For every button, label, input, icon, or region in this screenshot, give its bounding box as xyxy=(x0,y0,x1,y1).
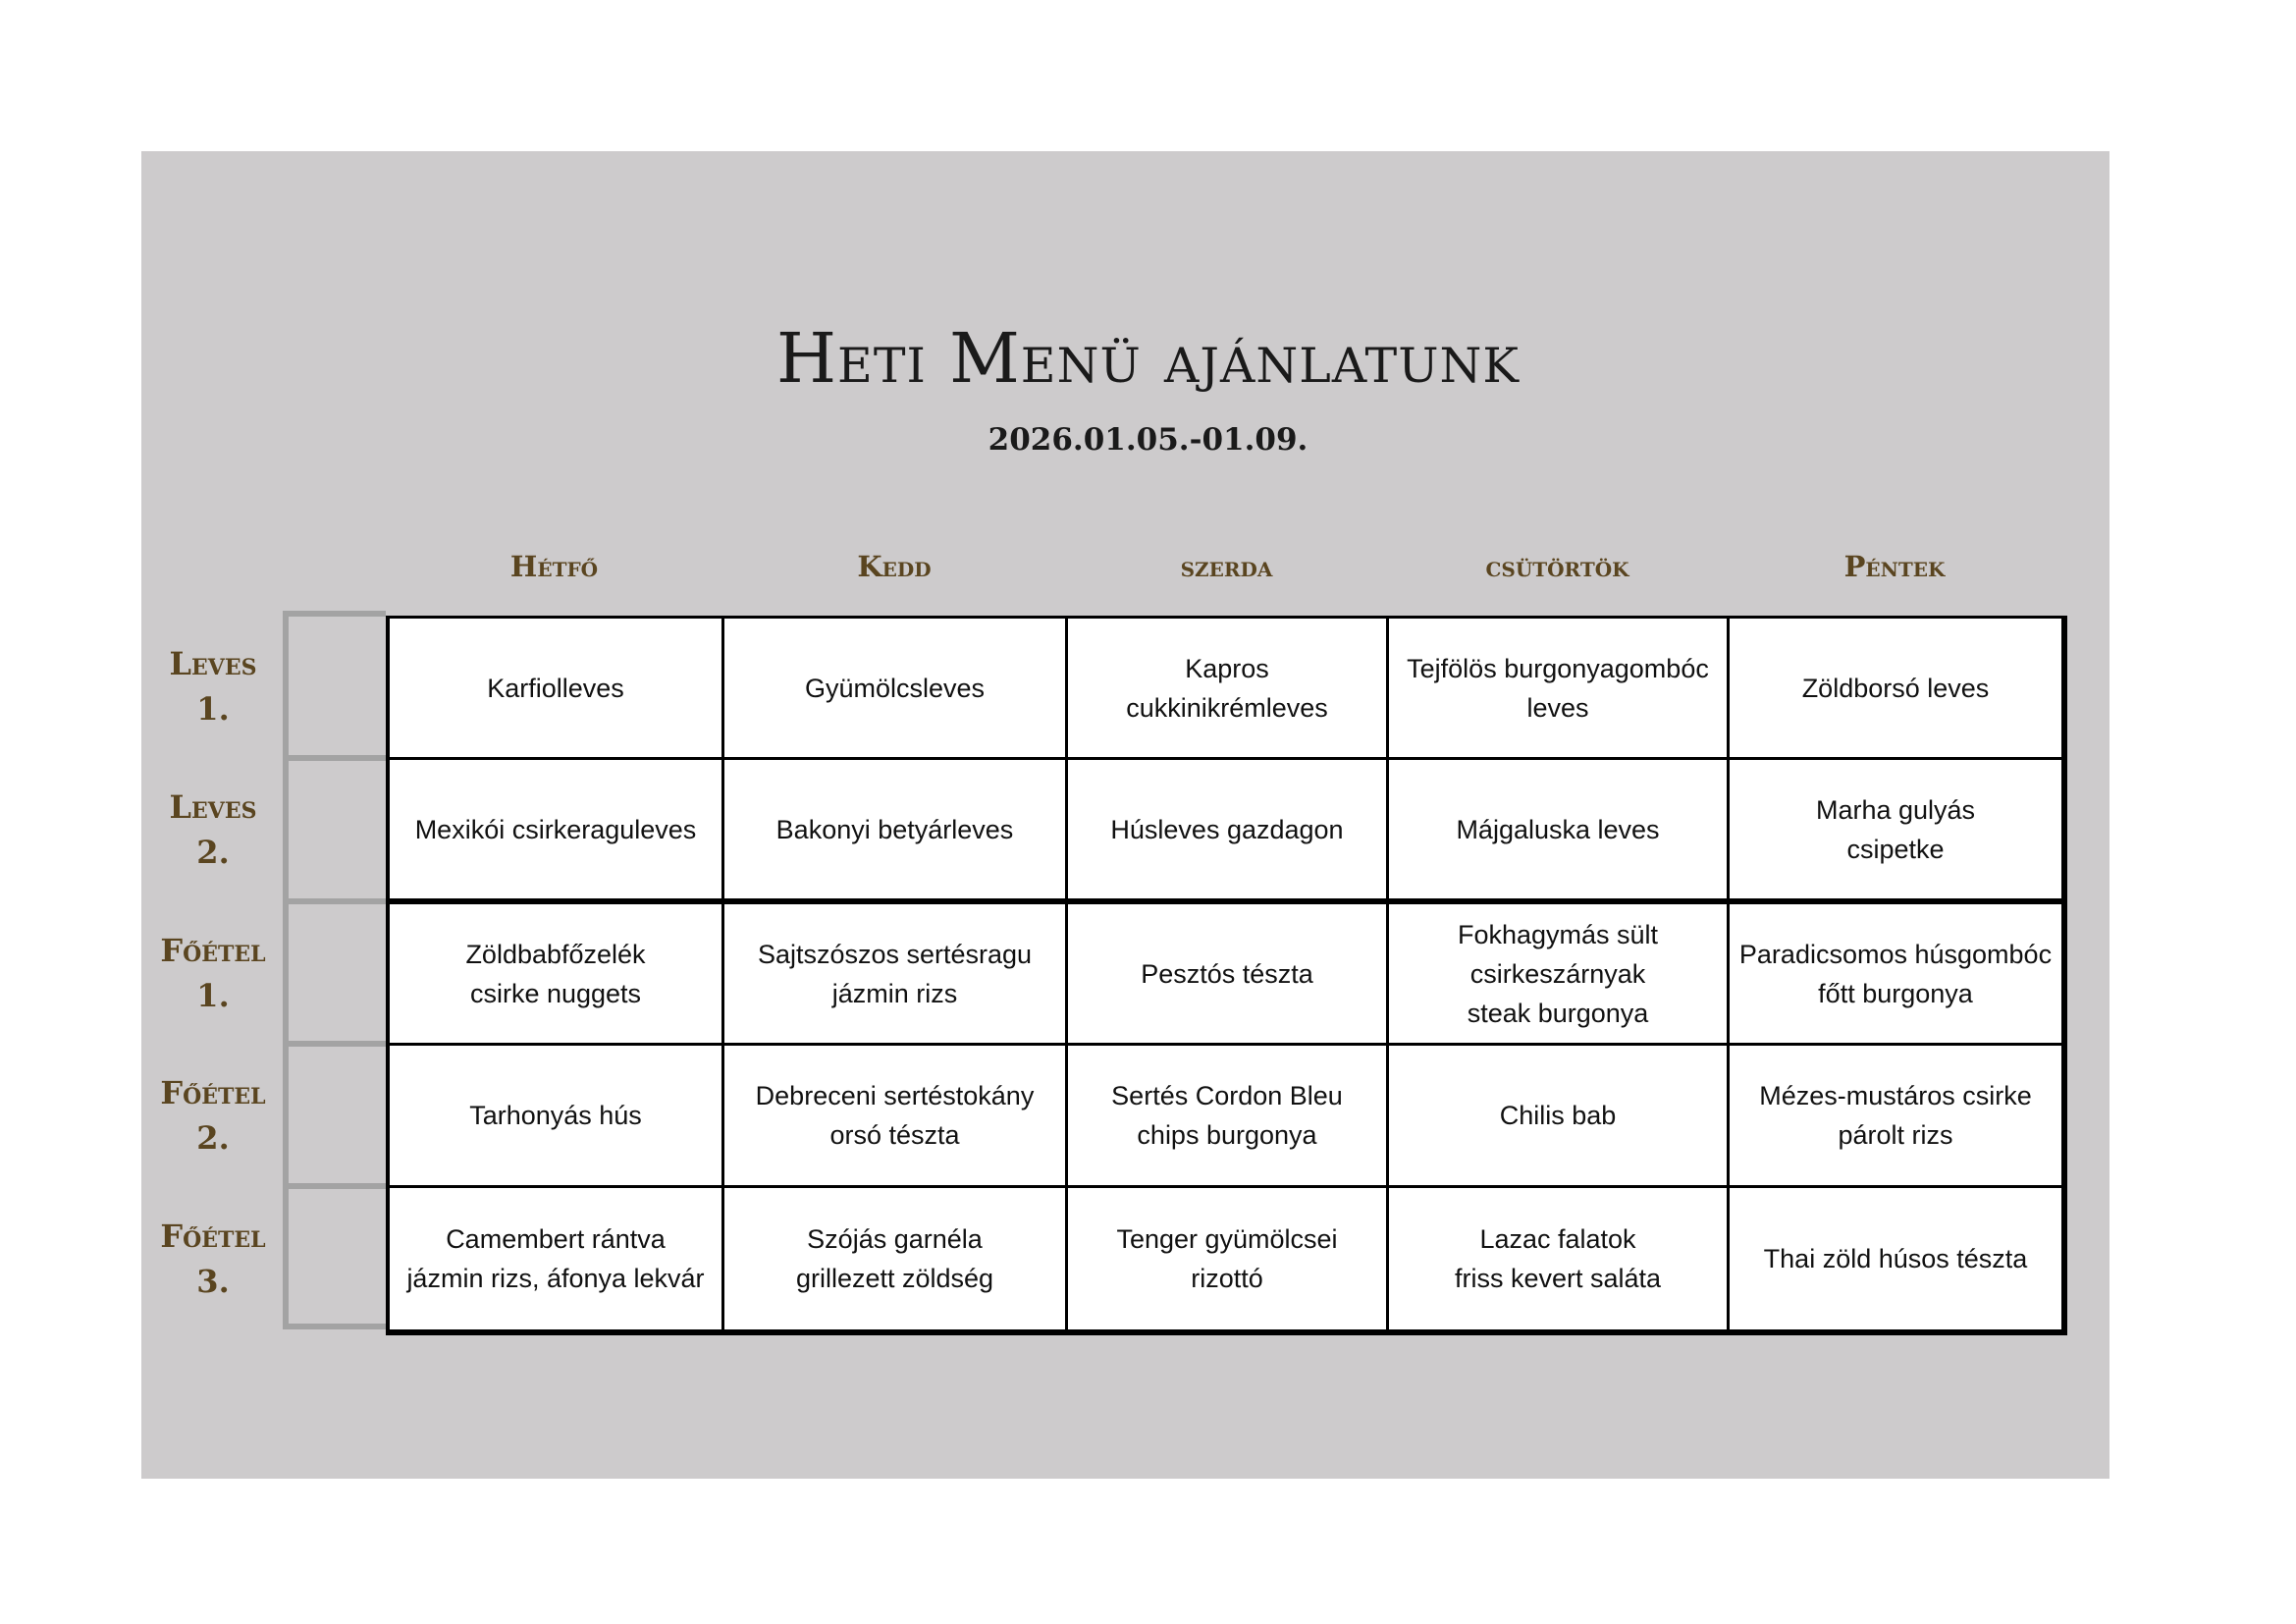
row-label-leves-2 xyxy=(141,785,285,875)
menu-cell: Lazac falatok friss kevert saláta xyxy=(1454,1224,1662,1293)
date-range: 2026.01.05.-01.09. xyxy=(988,422,1308,458)
row-label-number: 1. xyxy=(196,690,230,728)
menu-cell: Májgaluska leves xyxy=(1456,814,1660,844)
row-label-number: 1. xyxy=(196,977,230,1014)
menu-cell: Sajtszószos sertésragu jázmin rizs xyxy=(757,939,1033,1008)
menu-cell: Fokhagymás sült csirkeszárnyak steak burgonya xyxy=(1457,919,1659,1028)
row-label-foetel-1 xyxy=(141,928,285,1018)
day-header-thursday: csütörtök xyxy=(1485,550,1629,583)
row-marker-divider xyxy=(283,1324,386,1329)
row-marker-divider xyxy=(283,1183,386,1189)
menu-title: Heti Menü ajánlatunk xyxy=(776,318,1520,399)
menu-cell: Húsleves gazdagon xyxy=(1110,814,1344,844)
menu-cell: Debreceni sertéstokány orsó tészta xyxy=(755,1081,1035,1150)
menu-cell: Tenger gyümölcsei rizottó xyxy=(1116,1224,1338,1293)
row-label-number: 2. xyxy=(196,1119,230,1157)
menu-cell: Szójás garnéla grillezett zöldség xyxy=(795,1224,994,1293)
menu-cell: Zöldborsó leves xyxy=(1801,673,1990,703)
menu-cell: Zöldbabfőzelék csirke nuggets xyxy=(465,939,646,1008)
day-header-tuesday: Kedd xyxy=(857,550,932,583)
menu-cell: Mexikói csirkeraguleves xyxy=(414,814,697,844)
menu-cell: Camembert rántva jázmin rizs, áfonya lekvár xyxy=(406,1224,705,1293)
menu-cell: Pesztós tészta xyxy=(1141,958,1313,989)
row-marker-column xyxy=(283,611,386,1329)
menu-cell: Kapros cukkinikrémleves xyxy=(1126,653,1328,723)
row-label-foetel-3 xyxy=(141,1214,285,1304)
row-label-name: Leves xyxy=(169,645,257,682)
menu-cell: Bakonyi betyárleves xyxy=(775,814,1014,844)
menu-cell: Chilis bab xyxy=(1499,1101,1617,1130)
menu-cell: Sertés Cordon Bleu chips burgonya xyxy=(1111,1081,1343,1150)
menu-cell: Mézes-mustáros csirke párolt rizs xyxy=(1759,1081,2032,1150)
row-label-leves-1 xyxy=(141,641,285,731)
row-label-name: Leves xyxy=(169,788,257,826)
menu-cell: Marha gulyás csipetke xyxy=(1815,794,1976,864)
menu-cell: Tarhonyás hús xyxy=(469,1101,642,1130)
menu-cell: Karfiolleves xyxy=(487,673,624,703)
row-label-number: 2. xyxy=(196,834,230,871)
menu-cell: Paradicsomos húsgombóc főtt burgonya xyxy=(1738,939,2053,1008)
menu-cell: Thai zöld húsos tészta xyxy=(1763,1244,2028,1273)
menu-cell: Gyümölcsleves xyxy=(804,673,986,703)
row-label-name: Főétel xyxy=(160,1218,266,1255)
row-marker-divider xyxy=(283,898,386,904)
row-label-number: 3. xyxy=(196,1263,230,1300)
row-label-name: Főétel xyxy=(160,932,266,969)
row-label-foetel-2 xyxy=(141,1070,285,1161)
menu-cell: Tejfölös burgonyagombóc leves xyxy=(1407,653,1709,723)
row-marker-divider xyxy=(283,611,386,617)
row-marker-divider xyxy=(283,755,386,761)
day-header-wednesday: szerda xyxy=(1180,550,1273,583)
row-marker-divider xyxy=(283,1041,386,1047)
day-header-friday: Péntek xyxy=(1843,550,1946,583)
row-label-name: Főétel xyxy=(160,1074,266,1111)
day-header-monday: Hétfő xyxy=(509,550,599,583)
